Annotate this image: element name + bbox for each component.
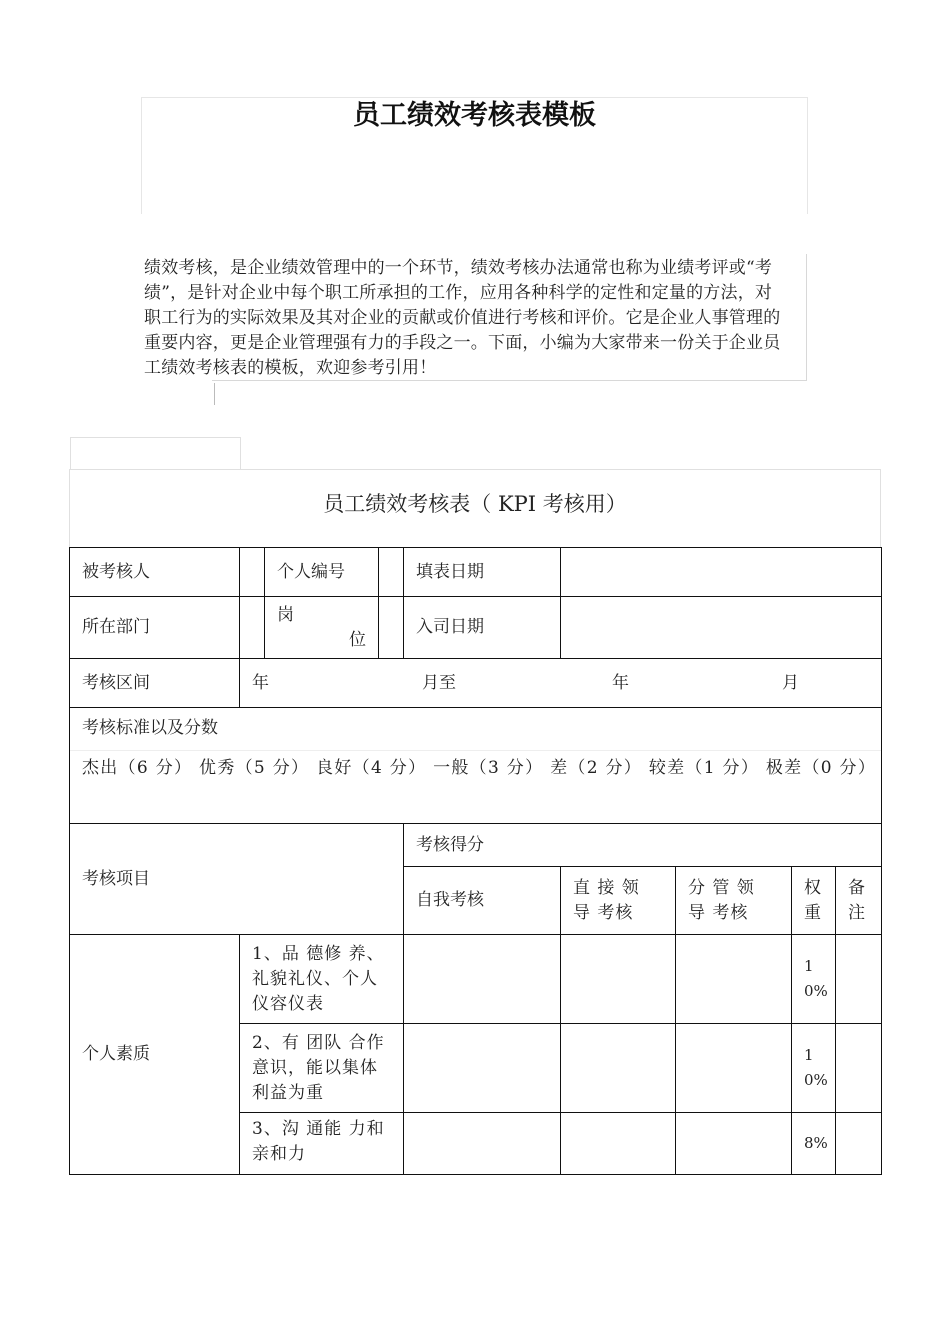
intro-paragraph: 绩效考核，是企业绩效管理中的一个环节，绩效考核办法通常也称为业绩考评或“考绩”，是针对企业中每个职工所承担的工作，应用各种科学的定性和定量的方法，对职工行为的实际效果及其对企业的贡献或价值进行考核和评价。它是企业人事管理的重要内容，更是企业管理强有力的手段之一。下面，小编为大家带来一份关于企业员工绩效考核表的模板，欢迎参考引用！ <box>144 258 781 378</box>
appraisee-label: 被考核人 <box>70 548 240 597</box>
items-header: 考核项目 <box>70 824 404 935</box>
item-3-self[interactable] <box>404 1113 561 1175</box>
item-1-weight-b: 0% <box>804 982 828 1000</box>
period-month-2: 月 <box>782 672 799 693</box>
standards-divider <box>70 750 881 751</box>
period-month-to: 月至 <box>422 672 456 693</box>
item-1-direct[interactable] <box>561 935 676 1024</box>
item-3-weight: 8% <box>792 1113 836 1175</box>
period-year-2: 年 <box>612 672 629 693</box>
item-1-weight <box>792 935 836 1024</box>
item-3: 3、沟 通能 力和亲和力 <box>240 1113 404 1175</box>
standards-text: 杰出（6 分） 优秀（5 分） 良好（4 分） 一般（3 分） 差（2 分） 较差（1 分） 极差（0 分） <box>82 758 877 778</box>
item-1: 1、品 德修 养、礼貌礼仪、个人仪容仪表 <box>240 935 404 1024</box>
weight-header: 权 重 <box>792 867 836 935</box>
department-value[interactable] <box>240 597 265 659</box>
item-3-remark[interactable] <box>836 1113 882 1175</box>
position-label-part1: 岗 <box>277 604 294 625</box>
item-2-self[interactable] <box>404 1024 561 1113</box>
item-3-direct[interactable] <box>561 1113 676 1175</box>
item-1-self[interactable] <box>404 935 561 1024</box>
remark-header: 备 注 <box>836 867 882 935</box>
period-label: 考核区间 <box>70 659 240 708</box>
join-date-label: 入司日期 <box>404 597 561 659</box>
standards-title: 考核标准以及分数 <box>82 718 218 738</box>
self-header: 自我考核 <box>404 867 561 935</box>
item-1-weight-a: 1 <box>804 957 814 975</box>
text-cursor <box>214 383 215 405</box>
branch-leader-header: 分 管 领 导 考核 <box>676 867 792 935</box>
item-2-weight-a: 1 <box>804 1046 814 1064</box>
item-1-branch[interactable] <box>676 935 792 1024</box>
item-3-branch[interactable] <box>676 1113 792 1175</box>
position-label <box>265 597 379 659</box>
employee-no-value[interactable] <box>379 548 404 597</box>
item-2-weight-b: 0% <box>804 1071 828 1089</box>
position-value[interactable] <box>379 597 404 659</box>
item-2: 2、有 团队 合作意识，能以集体利益为重 <box>240 1024 404 1113</box>
period-value[interactable] <box>240 659 882 708</box>
item-2-branch[interactable] <box>676 1024 792 1113</box>
item-2-weight <box>792 1024 836 1113</box>
category-cell: 个人素质 <box>70 935 240 1175</box>
direct-leader-header: 直 接 领 导 考核 <box>561 867 676 935</box>
kpi-table <box>69 547 882 1175</box>
form-title: 员工绩效考核表（ KPI 考核用） <box>323 492 627 516</box>
fill-date-value[interactable] <box>561 548 882 597</box>
score-header: 考核得分 <box>404 824 882 867</box>
period-year-1: 年 <box>252 672 269 693</box>
position-label-part2: 位 <box>349 629 366 650</box>
table-tab-stub <box>70 437 241 470</box>
join-date-value[interactable] <box>561 597 882 659</box>
standards-cell <box>70 708 882 824</box>
item-2-direct[interactable] <box>561 1024 676 1113</box>
item-1-remark[interactable] <box>836 935 882 1024</box>
fill-date-label: 填表日期 <box>404 548 561 597</box>
employee-no-label: 个人编号 <box>265 548 379 597</box>
document-title: 员工绩效考核表模板 <box>353 100 596 131</box>
item-2-remark[interactable] <box>836 1024 882 1113</box>
appraisee-value[interactable] <box>240 548 265 597</box>
department-label: 所在部门 <box>70 597 240 659</box>
